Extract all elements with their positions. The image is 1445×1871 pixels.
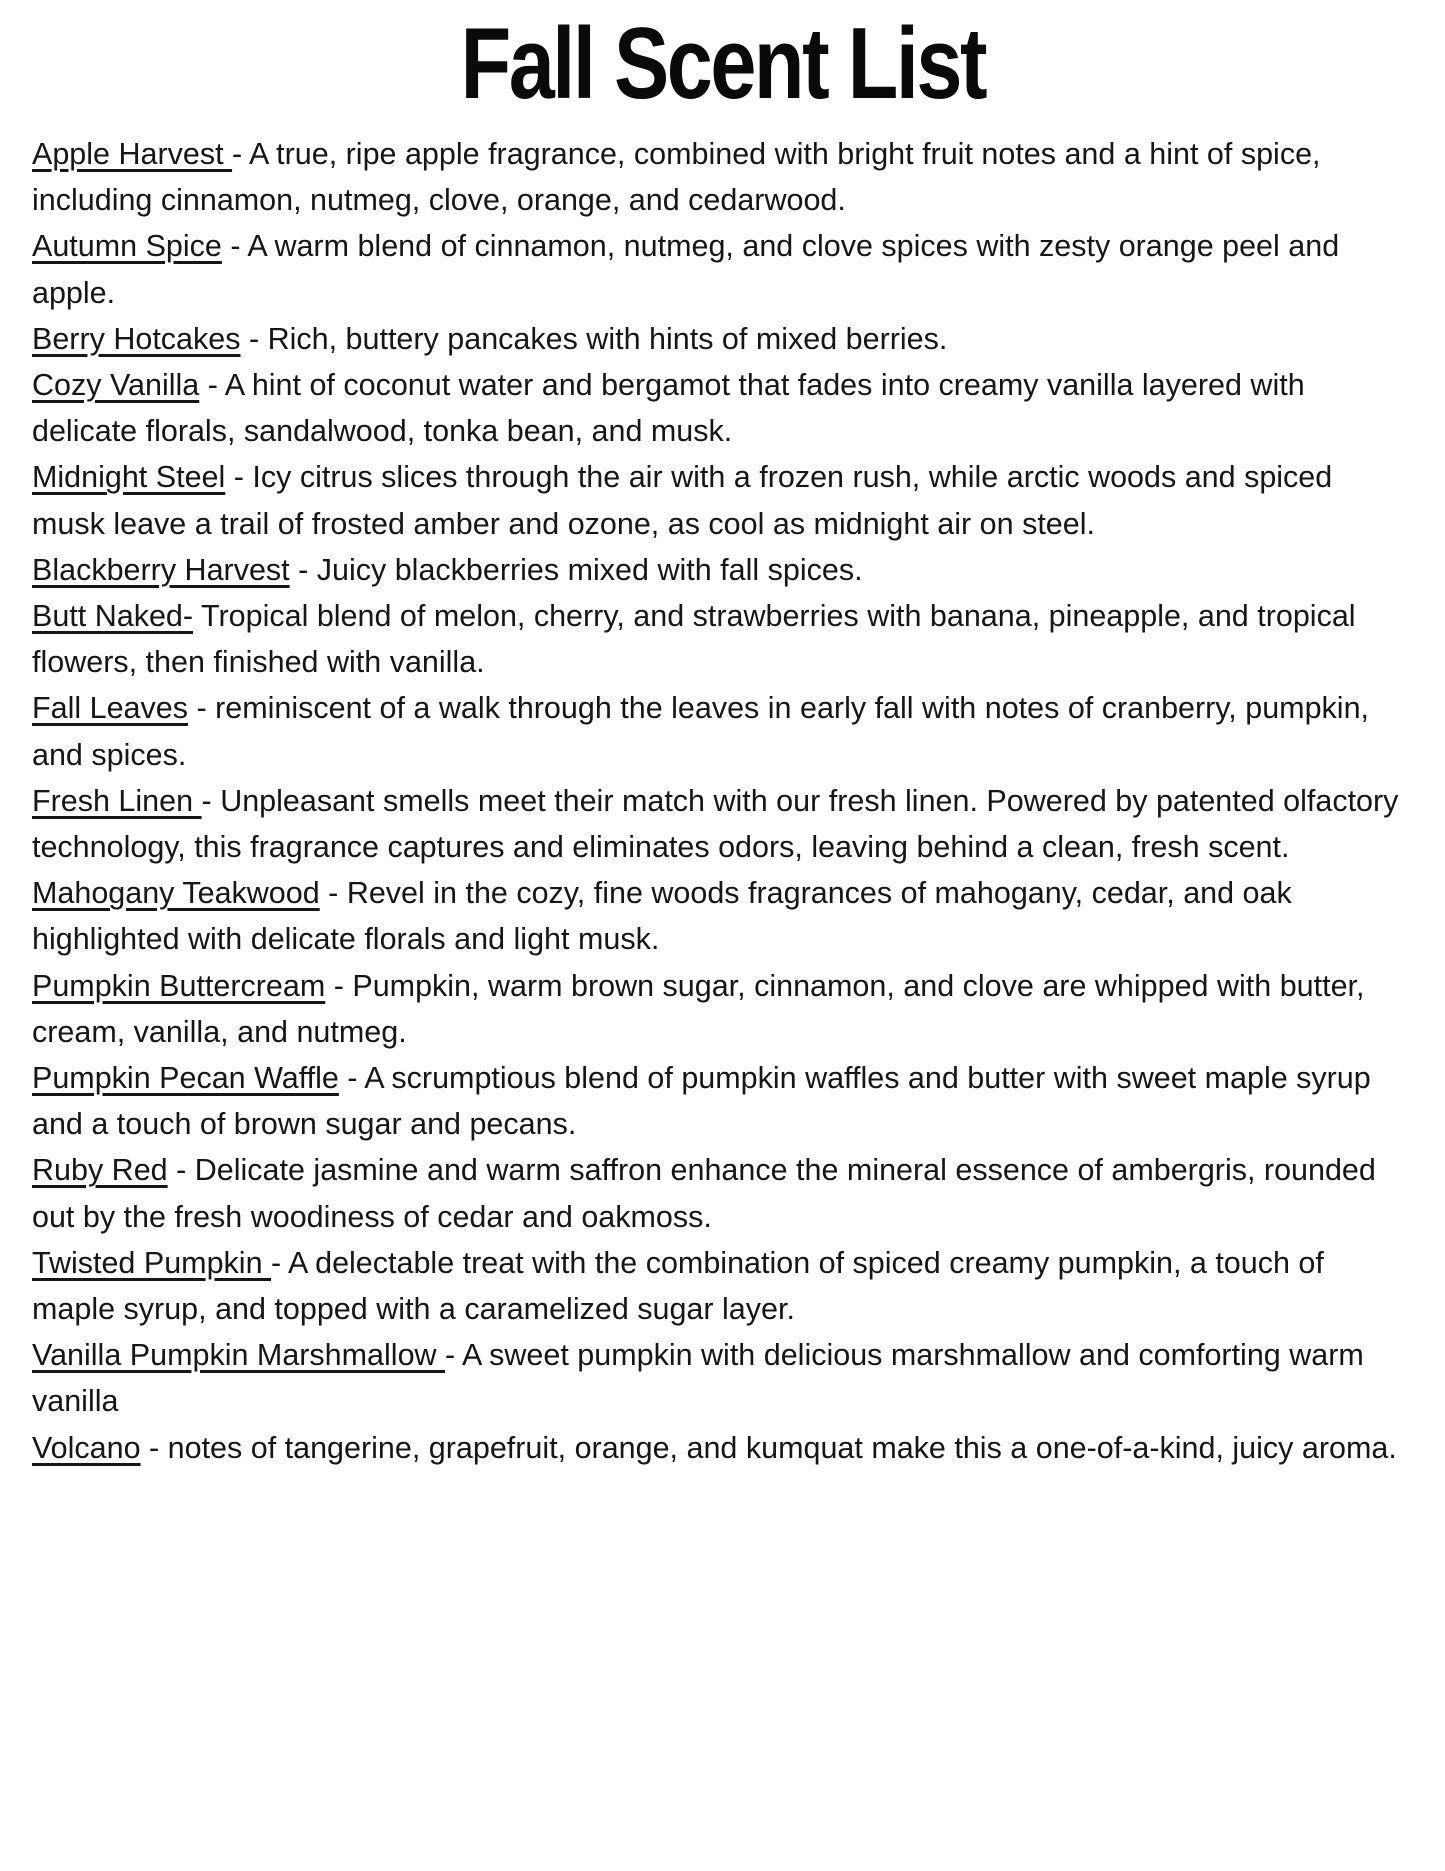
scent-separator: - [225, 460, 253, 495]
scent-separator: - [232, 137, 249, 171]
scent-item [32, 1055, 1413, 1147]
scent-name: Blackberry Harvest [32, 552, 290, 587]
scent-separator: - [201, 783, 221, 818]
scent-item [32, 362, 1413, 454]
scent-separator: - [319, 876, 347, 911]
scent-description: A hint of coconut water and bergamot that fades into creamy vanilla layered with delicate florals, sandalwood, tonka bean, and musk. [32, 368, 1305, 449]
scent-name: Apple Harvest [32, 137, 233, 171]
scent-item [32, 1332, 1413, 1424]
scent-description: Juicy blackberries mixed with fall spices. [316, 552, 863, 587]
scent-separator: - [199, 368, 225, 403]
scent-name: Twisted Pumpkin [32, 1245, 272, 1280]
scent-item [32, 963, 1413, 1055]
scent-separator: - [445, 1338, 462, 1373]
scent-item [32, 547, 1413, 593]
scent-name: Fresh Linen [32, 783, 202, 818]
scent-name: Fall Leaves [32, 691, 188, 726]
scent-item [32, 1240, 1413, 1332]
page-title-text: Fall Scent List [460, 8, 985, 120]
scent-item [32, 593, 1413, 685]
scent-name: Pumpkin Pecan Waffle [32, 1061, 339, 1096]
scent-description: A sweet pumpkin with delicious marshmallow and comforting warm vanilla [32, 1338, 1364, 1419]
scent-separator [193, 599, 201, 633]
scent-description: Unpleasant smells meet their match with our fresh linen. Powered by patented olfactory technology, this fragrance captures and eliminates odors, leaving behind a clean, fresh scent. [32, 783, 1399, 865]
scent-description: Revel in the cozy, fine woods fragrances of mahogany, cedar, and oak highlighted with delicate florals and light musk. [32, 876, 1292, 957]
scent-description: reminiscent of a walk through the leaves in early fall with notes of cranberry, pumpkin, and spices. [32, 691, 1370, 772]
scent-item [32, 454, 1413, 546]
scent-separator: - [325, 968, 353, 1003]
scent-name: Ruby Red [32, 1153, 168, 1188]
scent-description: A scrumptious blend of pumpkin waffles and butter with sweet maple syrup and a touch of brown sugar and pecans. [32, 1061, 1371, 1142]
scent-item [32, 1147, 1413, 1239]
scent-name: Volcano [32, 1430, 141, 1465]
scent-item [32, 870, 1413, 962]
scent-list [32, 131, 1413, 1471]
scent-name: Mahogany Teakwood [32, 876, 320, 911]
scent-name: Cozy Vanilla [32, 368, 200, 403]
scent-name: Autumn Spice [32, 229, 222, 264]
scent-item [32, 131, 1413, 223]
scent-description: A true, ripe apple fragrance, combined with bright fruit notes and a hint of spice, including cinnamon, nutmeg, clove, orange, and cedarwood. [32, 137, 1321, 218]
scent-separator: - [338, 1061, 365, 1096]
scent-separator: - [167, 1153, 195, 1188]
scent-name: Butt Naked- [32, 599, 194, 634]
scent-name: Vanilla Pumpkin Marshmallow [32, 1338, 446, 1373]
scent-name: Berry Hotcakes [32, 321, 241, 356]
scent-item [32, 223, 1413, 315]
scent-item [32, 778, 1413, 870]
scent-separator: - [240, 321, 268, 356]
scent-separator: - [221, 229, 248, 264]
scent-item [32, 316, 1413, 362]
scent-separator: - [271, 1245, 288, 1280]
scent-description: Tropical blend of melon, cherry, and strawberries with banana, pineapple, and tropical flowers, then finished with vanilla. [32, 599, 1356, 680]
scent-separator: - [187, 691, 216, 726]
scent-separator: - [140, 1430, 168, 1465]
scent-name: Midnight Steel [32, 460, 226, 495]
scent-description: notes of tangerine, grapefruit, orange, and kumquat make this a one-of-a-kind, juicy aroma. [167, 1430, 1397, 1465]
scent-separator: - [289, 552, 317, 587]
scent-description: Icy citrus slices through the air with a frozen rush, while arctic woods and spiced musk leave a trail of frosted amber and ozone, as cool as midnight air on steel. [32, 460, 1333, 541]
scent-item [32, 1425, 1413, 1471]
scent-description: Delicate jasmine and warm saffron enhance the mineral essence of ambergris, rounded out by the fresh woodiness of cedar and oakmoss. [32, 1153, 1376, 1234]
scent-description: Rich, buttery pancakes with hints of mixed berries. [267, 321, 948, 356]
scent-description: Pumpkin, warm brown sugar, cinnamon, and clove are whipped with butter, cream, vanilla, and nutmeg. [32, 968, 1365, 1049]
page-title [32, 8, 1413, 120]
scent-item [32, 685, 1413, 777]
scent-name: Pumpkin Buttercream [32, 968, 326, 1003]
scent-description: A warm blend of cinnamon, nutmeg, and clove spices with zesty orange peel and apple. [32, 229, 1340, 310]
scent-description: A delectable treat with the combination of spiced creamy pumpkin, a touch of maple syrup, and topped with a caramelized sugar layer. [32, 1245, 1324, 1327]
